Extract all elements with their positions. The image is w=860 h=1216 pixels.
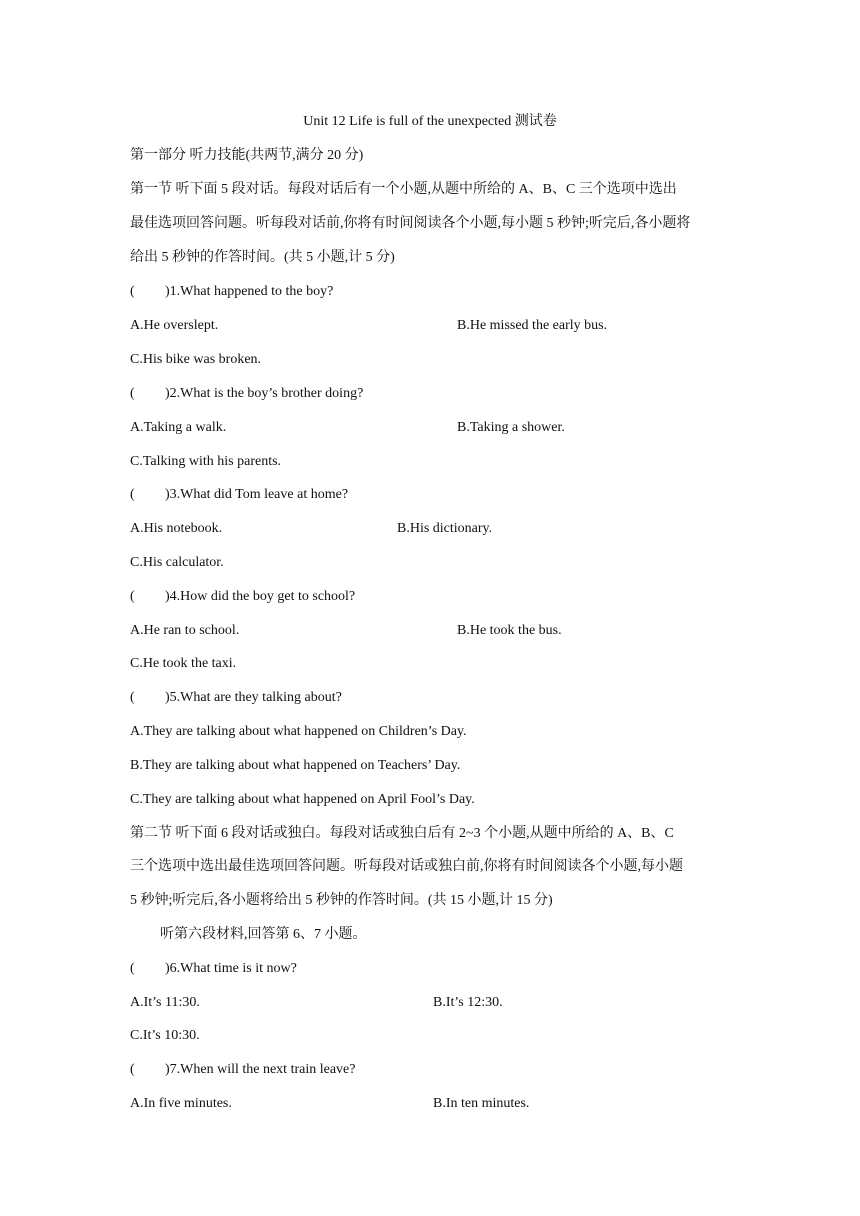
option-c: C.They are talking about what happened on April Fool’s Day. [130, 792, 475, 807]
answer-blank[interactable]: ( [130, 1062, 135, 1077]
section2-sub-heading: 听第六段材料,回答第 6、7 小题。 [160, 927, 367, 942]
page-title: Unit 12 Life is full of the unexpected 测试卷 [303, 114, 557, 129]
question-1 [130, 282, 333, 302]
option-a: A.In five minutes. [130, 1096, 232, 1111]
option-b: B.He missed the early bus. [457, 318, 608, 333]
option-a: A.He ran to school. [130, 623, 240, 638]
option-c: C.It’s 10:30. [130, 1028, 200, 1043]
option-a: A.It’s 11:30. [130, 995, 200, 1010]
option-c: C.His bike was broken. [130, 352, 262, 367]
answer-blank[interactable]: ( [130, 690, 135, 705]
option-c: C.His calculator. [130, 555, 224, 570]
option-a: A.They are talking about what happened on Children’s Day. [130, 724, 467, 739]
section2-line-2: 三个选项中选出最佳选项回答问题。听每段对话或独白前,你将有时间阅读各个小题,每小题 [130, 859, 683, 874]
option-b: B.His dictionary. [397, 521, 493, 536]
option-b: B.In ten minutes. [433, 1096, 530, 1111]
section2-line-1: 第二节 听下面 6 段对话或独白。每段对话或独白后有 2~3 个小题,从题中所给的 A、B、C [130, 826, 674, 841]
section1-line-2: 最佳选项回答问题。听每段对话前,你将有时间阅读各个小题,每小题 5 秒钟;听完后,各小题将 [130, 216, 691, 231]
section1-line-3: 给出 5 秒钟的作答时间。(共 5 小题,计 5 分) [130, 250, 395, 265]
question-text: )3.What did Tom leave at home? [165, 487, 349, 502]
question-4 [130, 587, 355, 607]
option-b: B.They are talking about what happened on Teachers’ Day. [130, 758, 461, 773]
question-6 [130, 959, 297, 979]
section2-line-3: 5 秒钟;听完后,各小题将给出 5 秒钟的作答时间。(共 15 小题,计 15 分) [130, 893, 553, 908]
question-2 [130, 384, 363, 404]
option-c: C.Talking with his parents. [130, 454, 282, 469]
option-b: B.Taking a shower. [457, 420, 565, 435]
question-text: )1.What happened to the boy? [165, 284, 334, 299]
option-a: A.Taking a walk. [130, 420, 227, 435]
option-b: B.He took the bus. [457, 623, 562, 638]
question-3 [130, 485, 348, 505]
question-text: )4.How did the boy get to school? [165, 589, 356, 604]
answer-blank[interactable]: ( [130, 284, 135, 299]
answer-blank[interactable]: ( [130, 487, 135, 502]
question-7 [130, 1060, 355, 1080]
question-text: )5.What are they talking about? [165, 690, 342, 705]
question-text: )7.When will the next train leave? [165, 1062, 356, 1077]
option-a: A.He overslept. [130, 318, 219, 333]
question-text: )6.What time is it now? [165, 961, 297, 976]
answer-blank[interactable]: ( [130, 386, 135, 401]
part1-heading: 第一部分 听力技能(共两节,满分 20 分) [130, 148, 364, 163]
question-5 [130, 688, 342, 708]
option-b: B.It’s 12:30. [433, 995, 503, 1010]
answer-blank[interactable]: ( [130, 589, 135, 604]
option-c: C.He took the taxi. [130, 656, 237, 671]
option-a: A.His notebook. [130, 521, 223, 536]
section1-line-1: 第一节 听下面 5 段对话。每段对话后有一个小题,从题中所给的 A、B、C 三个选项中选出 [130, 182, 677, 197]
question-text: )2.What is the boy’s brother doing? [165, 386, 364, 401]
answer-blank[interactable]: ( [130, 961, 135, 976]
